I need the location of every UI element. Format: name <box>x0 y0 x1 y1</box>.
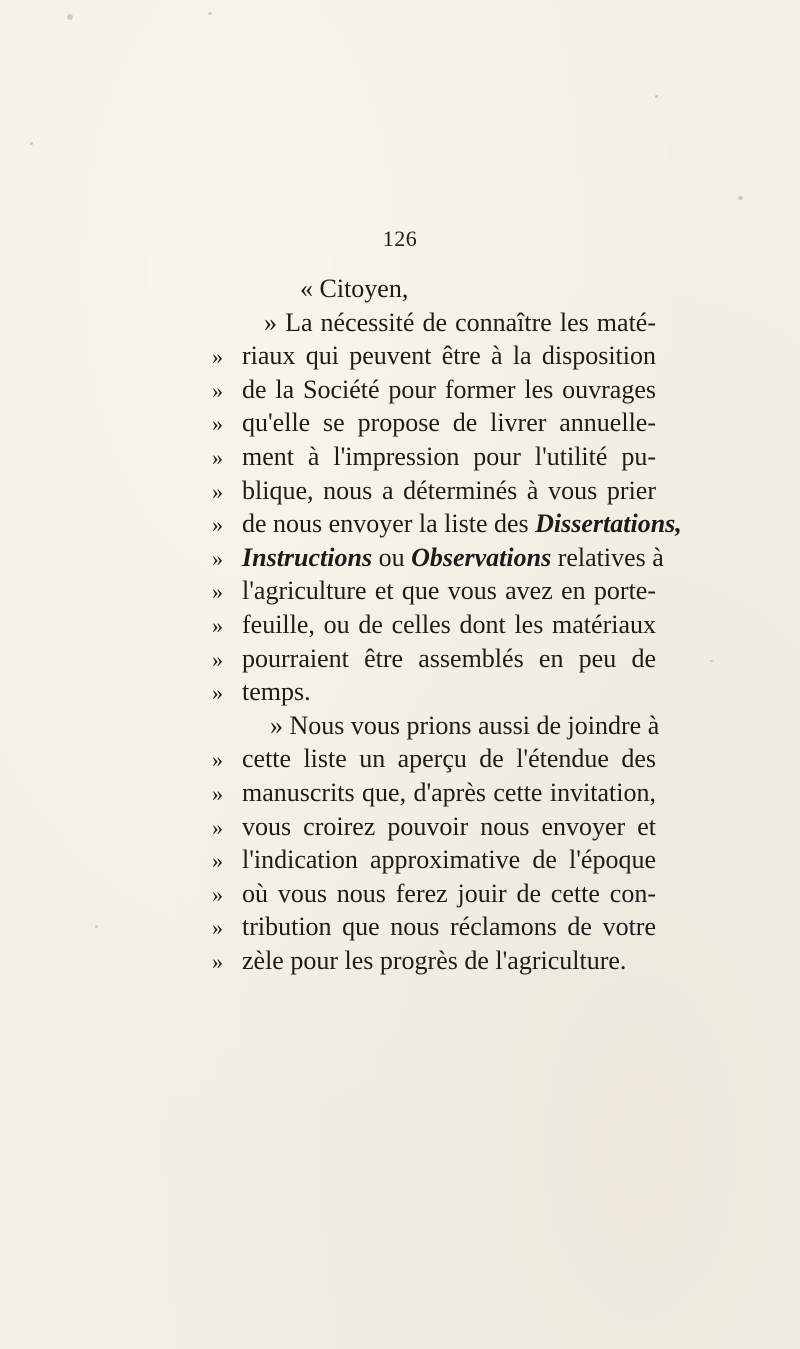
paper-speck <box>67 14 73 20</box>
guillemet-mark: » <box>212 747 223 773</box>
line-text <box>242 541 664 575</box>
guillemet-mark: » <box>212 579 223 605</box>
guillemet-mark: » <box>212 512 223 538</box>
guillemet-mark: » <box>212 680 223 706</box>
line-text: feuille, ou de celles dont les matériaux <box>242 609 656 639</box>
line-text: cette liste un aperçu de l'étendue des <box>242 744 656 774</box>
text-line <box>212 272 656 306</box>
text-line <box>212 742 656 776</box>
page-number: 126 <box>382 226 418 251</box>
line-text: pourraient être assemblés en peu de <box>242 643 656 673</box>
line-text: blique, nous a déterminés à vous prier <box>242 475 656 505</box>
text-line <box>212 709 660 743</box>
text-line <box>212 306 656 340</box>
line-text: de la Société pour former les ouvrages <box>242 374 656 404</box>
line-text: qu'elle se propose de livrer annuelle- <box>242 408 656 438</box>
guillemet-mark: » <box>212 848 223 874</box>
guillemet-mark: » <box>212 881 223 907</box>
guillemet-mark: » <box>212 814 223 840</box>
guillemet-mark: » <box>212 780 223 806</box>
text-line <box>212 944 656 978</box>
line-text: l'agriculture et que vous avez en porte- <box>242 576 656 606</box>
guillemet-mark: » <box>212 948 223 974</box>
paper-speck <box>710 660 713 662</box>
text-line <box>212 910 656 944</box>
text-line <box>212 373 656 407</box>
paper-speck <box>738 196 743 200</box>
paper-speck <box>208 12 212 15</box>
line-text: où vous nous ferez jouir de cette con- <box>242 878 656 908</box>
italic-term-observations: Observations <box>411 542 552 572</box>
guillemet-mark: » <box>212 545 223 571</box>
text-line <box>212 339 656 373</box>
text-line <box>212 474 656 508</box>
guillemet-mark: » <box>212 411 223 437</box>
line-text: l'indication approximative de l'époque <box>242 845 656 875</box>
text-line <box>212 507 682 541</box>
guillemet-mark: » <box>212 377 223 403</box>
line-text: » Nous vous prions aussi de joindre à <box>270 710 660 740</box>
italic-term-dissertations: Dissertations, <box>535 509 682 539</box>
line-text-roman: relatives à <box>551 542 664 572</box>
text-line <box>212 608 656 642</box>
text-line <box>212 440 656 474</box>
text-line <box>212 574 656 608</box>
line-text: ment à l'impression pour l'utilité pu- <box>242 441 656 471</box>
line-text: tribution que nous réclamons de votre <box>242 912 656 942</box>
text-line <box>212 675 656 709</box>
line-text-roman: ou <box>372 542 412 572</box>
line-text-roman: de nous envoyer la liste des <box>242 509 529 539</box>
line-text: zèle pour les progrès de l'agriculture. <box>242 945 627 975</box>
guillemet-mark: » <box>212 646 223 672</box>
text-line <box>212 642 656 676</box>
paper-speck <box>95 925 98 928</box>
paper-speck <box>655 95 658 98</box>
line-text: vous croirez pouvoir nous envoyer et <box>242 811 656 841</box>
guillemet-mark: » <box>212 478 223 504</box>
line-text: « Citoyen, <box>300 274 409 303</box>
line-text: » La nécessité de connaître les maté- <box>264 307 656 337</box>
text-line <box>212 810 656 844</box>
line-text: temps. <box>242 677 311 707</box>
line-text: riaux qui peuvent être à la disposition <box>242 341 656 371</box>
text-line <box>212 406 656 440</box>
guillemet-mark: » <box>212 344 223 370</box>
guillemet-mark: » <box>212 444 223 470</box>
text-line <box>212 541 664 575</box>
text-line <box>212 877 656 911</box>
italic-term-instructions: Instructions <box>242 542 373 572</box>
guillemet-mark: » <box>212 915 223 941</box>
guillemet-mark: » <box>212 612 223 638</box>
paper-speck <box>30 142 33 145</box>
line-text: manuscrits que, d'après cette invitation, <box>242 777 656 807</box>
text-line <box>212 843 656 877</box>
line-text <box>242 507 682 541</box>
text-line <box>212 776 656 810</box>
letter-text <box>212 272 682 977</box>
